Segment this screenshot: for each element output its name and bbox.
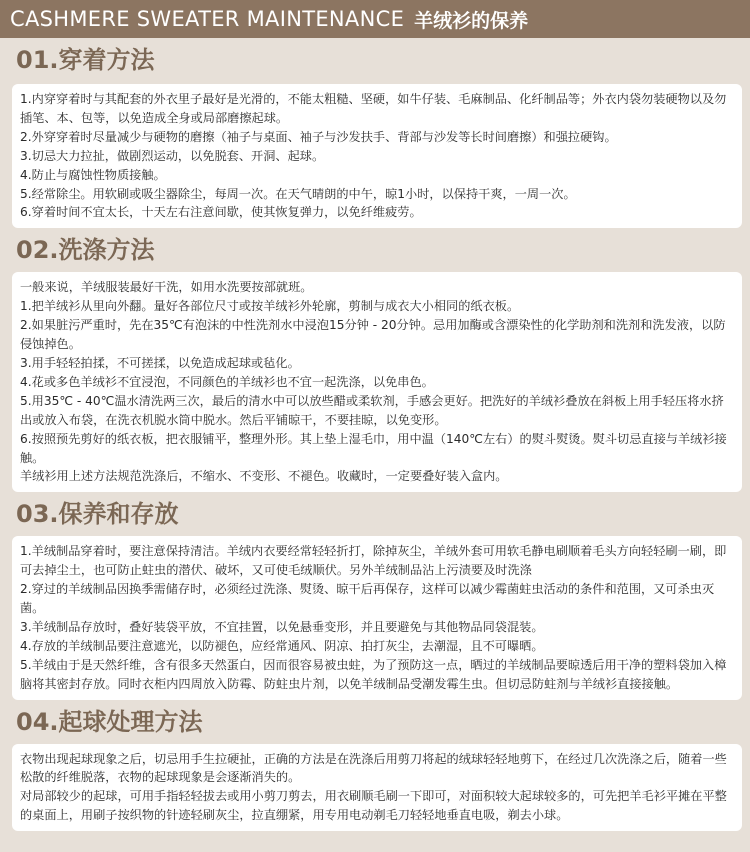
section-title-care-storage: 03.保养和存放 [16, 500, 179, 529]
text-line: 2.外穿穿着时尽量减少与硬物的磨擦（袖子与桌面、袖子与沙发扶手、背部与沙发等长时间磨擦）和强拉硬钩。 [20, 129, 617, 144]
text-line: 3.羊绒制品存放时，叠好装袋平放，不宜挂置，以免悬垂变形，并且要避免与其他物品同袋混装。 [20, 619, 544, 634]
text-line: 3.切忌大力拉扯，做剧烈运动，以免脱套、开洞、起球。 [20, 148, 325, 163]
text-line: 5.用35℃ - 40℃温水清洗两三次，最后的清水中可以放些醋或柔软剂，手感会更好。把洗好的羊绒衫叠放在斜板上用手轻压将水挤出或放入布袋，在洗衣机脱水筒中脱水。然后平铺晾干，不要挂晾，以免变形。 [20, 393, 724, 427]
text-line: 2.如果脏污严重时，先在35℃有泡沫的中性洗剂水中浸泡15分钟 - 20分钟。忌用加酶或含漂染性的化学助剂和洗剂和洗发液，以防侵蚀掉色。 [20, 318, 726, 352]
text-line: 1.羊绒制品穿着时，要注意保持清洁。羊绒内衣要经常轻轻折打，除掉灰尘，羊绒外套可用软毛静电刷顺着毛头方向轻轻刷一刷，即可去掉尘土，也可防止蛀虫的潜伏、破坏，又可使毛绒顺伏。另外羊绒制品沾上污渍要及时洗涤 [20, 544, 727, 578]
section-body-pilling [12, 744, 742, 832]
text-line: 对局部较少的起球，可用手指轻轻拔去或用小剪刀剪去，用衣刷顺毛刷一下即可，对面积较大起球较多的，可先把羊毛衫平摊在平整的桌面上，用刷子按织物的针迹轻刷灰尘，拉直绷紧，用专用电动剃毛刀轻轻地垂直电吸，剃去小球。 [20, 789, 727, 823]
text-line: 衣物出现起球现象之后，切忌用手生拉硬扯，正确的方法是在洗涤后用剪刀将起的绒球轻轻地剪下，在经过几次洗涤之后，随着一些松散的纤维脱落，衣物的起球现象是会逐渐消失的。 [20, 751, 727, 785]
header-title-cn: 羊绒衫的保养 [414, 9, 529, 32]
text-line: 3.用手轻轻拍揉，不可搓揉，以免造成起球或毡化。 [20, 355, 300, 370]
text-line: 6.按照预先剪好的纸衣板，把衣服铺平，整理外形。其上垫上湿毛巾，用中温（140℃左右）的熨斗熨烫。熨斗切忌直接与羊绒衫接触。 [20, 431, 727, 465]
section-body-care-storage [12, 536, 742, 699]
section-wearing [0, 38, 750, 228]
text-line: 5.经常除尘。用软刷或吸尘器除尘，每周一次。在天气晴朗的中午，晾1小时，以保持干爽，一周一次。 [20, 186, 576, 201]
section-title-wearing: 01.穿着方法 [16, 46, 155, 74]
text-line: 4.花或多色羊绒衫不宜浸泡，不同颜色的羊绒衫也不宜一起洗涤，以免串色。 [20, 374, 434, 389]
section-body-wearing [12, 84, 742, 228]
header-title-en: CASHMERE SWEATER MAINTENANCE [10, 7, 405, 31]
text-line: 4.存放的羊绒制品要注意遮光，以防褪色，应经常通风、阴凉、拍打灰尘，去潮湿，且不可曝晒。 [20, 638, 544, 653]
section-care-storage [0, 492, 750, 699]
text-line: 一般来说，羊绒服装最好干洗，如用水洗要按部就班。 [20, 280, 313, 295]
text-line: 6.穿着时间不宜太长，十天左右注意间歇，使其恢复弹力，以免纤维疲劳。 [20, 205, 422, 220]
text-line: 5.羊绒由于是天然纤维，含有很多天然蛋白，因而很容易被虫蛀，为了预防这一点，晒过的羊绒制品要晾透后用干净的塑料袋加入樟脑将其密封存放。同时衣柜内四周放入防霉、防蛀虫片剂，以免羊绒制品受潮发霉生虫。但切忌防蛀剂与羊绒衫直接接触。 [20, 657, 727, 691]
text-line: 1.内穿穿着时与其配套的外衣里子最好是光滑的，不能太粗糙、坚硬，如牛仔装、毛麻制品、化纤制品等；外衣内袋勿装硬物以及勿插笔、本、包等，以免造成全身或局部磨擦起球。 [20, 92, 727, 125]
section-pilling [0, 700, 750, 832]
text-line: 4.防止与腐蚀性物质接触。 [20, 167, 166, 182]
text-line: 2.穿过的羊绒制品因换季需储存时，必须经过洗涤、熨烫、晾干后再保存，这样可以减少霉菌蛀虫活动的条件和范围，又可杀虫灭菌。 [20, 582, 715, 616]
text-line: 1.把羊绒衫从里向外翻。量好各部位尺寸或按羊绒衫外轮廓，剪制与成衣大小相同的纸衣板。 [20, 299, 520, 314]
text-line: 羊绒衫用上述方法规范洗涤后，不缩水、不变形、不褪色。收藏时，一定要叠好装入盒内。 [20, 469, 508, 484]
section-washing [0, 228, 750, 492]
section-title-pilling: 04.起球处理方法 [16, 707, 203, 736]
section-body-washing [12, 272, 742, 492]
page-header [0, 0, 750, 38]
section-title-washing: 02.洗涤方法 [16, 236, 155, 265]
